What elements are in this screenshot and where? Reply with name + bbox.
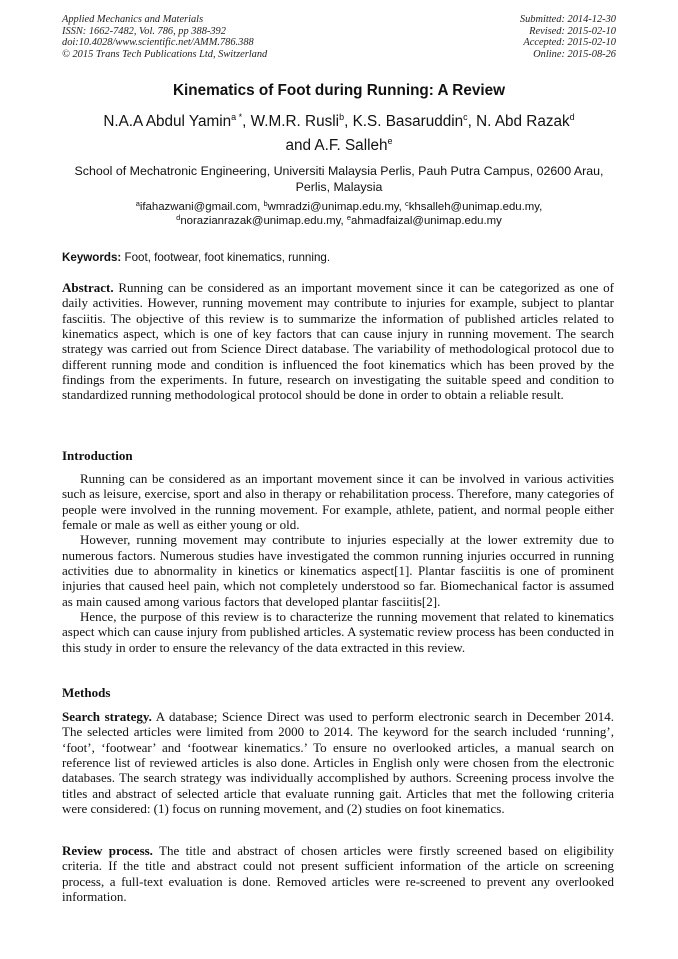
introduction-body [62,471,614,655]
date-submitted: Submitted: 2014-12-30 [519,14,616,25]
email-link[interactable]: wmradzi@unimap.edu.my, [267,201,405,213]
journal-doi[interactable]: doi:10.4028/www.scientific.net/AMM.786.388 [62,37,254,49]
author-list [40,110,638,158]
journal-issn: ISSN: 1662-7482, Vol. 786, pp 388-392 [62,25,226,37]
affiliation: School of Mechatronic Engineering, Universiti Malaysia Perlis, Pauh Putra Campus, 02600 Arau, Perlis, Malaysia [74,164,604,194]
email-mark: c [404,199,409,208]
date-accepted: Accepted: 2015-02-10 [523,37,616,49]
email-link[interactable]: ahmadfaizal@unimap.edu.my [350,215,502,228]
review-process-text: The title and abstract of chosen articles were firstly screened based on eligibility criteria. If the title and abstract could not present sufficient information of the article on screening process, a full-text evaluation is done. Removed articles were re-screened to prevent any overlooked information. [62,843,614,905]
review-process-label: Review process. [62,843,153,858]
author-affiliation-mark: a * [231,112,243,122]
author-affiliation-mark: c [463,112,468,122]
author-name: , W.M.R. Rusli [242,113,340,130]
author-emails [60,200,618,229]
email-link[interactable]: ifahazwani@gmail.com, [139,201,264,213]
publication-dates [520,14,616,60]
date-revised: Revised: 2015-02-10 [529,25,616,37]
author-affiliation-mark: b [339,112,345,122]
paragraph: However, running movement may contribute to injuries especially at the lower extremity due to numerous factors. Numerous studies have investigated the common running injuries occurred in running activities due to abnormality in kinetics or kinematics aspect[1]. Plantar fasciitis is one of prominent injuries that caused heel pain, which not completely understood so far. Biomechanical factor is assumed as main caused among various factors that developed plantar fasciitis[2]. [62,532,614,609]
keywords [62,251,622,264]
journal-header [62,14,267,60]
email-mark: d [176,213,181,223]
search-strategy-label: Search strategy. [62,709,152,724]
email-mark: e [346,213,351,223]
abstract-label: Abstract. [62,280,114,295]
author-name: , K.S. Basaruddin [344,113,464,130]
email-mark: a [135,199,140,208]
author-name: N.A.A Abdul Yamin [103,113,232,130]
abstract-text: Running can be considered as an important movement since it can be categorized as one of daily activities. However, running movement may contribute to injuries for example, subject to plantar fasciitis. The objective of this review is to summarize the information of published articles related to kinematics aspect, which is one of key factors that can cause injury in running movement. The search strategy was carried out from Science Direct database. The variability of methodological protocol due to different running mode and condition is influenced the foot kinematics which has been proved by the findings from the experiments. In future, research on investigating the suitable speed and condition to standardized running methodological protocol should be done in order to obtain a reliable result. [62,280,614,403]
email-link[interactable]: norazianrazak@unimap.edu.my, [180,215,347,228]
author-name: and A.F. Salleh [285,137,388,154]
author-name: , N. Abd Razak [467,113,570,130]
abstract [62,280,614,403]
keywords-text: Foot, footwear, foot kinematics, running. [121,251,331,264]
review-process [62,843,614,904]
email-link[interactable]: khsalleh@unimap.edu.my, [408,201,543,213]
introduction-heading: Introduction [62,448,133,463]
keywords-label: Keywords: [62,251,122,264]
search-strategy-text: A database; Science Direct was used to perform electronic search in December 2014. The selected articles were limited from 2000 to 2014. The keyword for the search included ‘running’, ‘foot’, ‘footwear’ and ‘footwear kinematics.’ To ensure no overlooked articles, a manual search on reference list of reviewed articles is also done. Articles in English only were chosen from the electronic databases. The search strategy was individually accomplished by authors. Screening process involve the titles and abstract of selected article that evaluate running gait. Articles that met the following criteria were considered: (1) focus on running movement, and (2) studies on foot kinematics. [62,709,614,817]
email-mark: b [263,199,268,208]
journal-copyright: © 2015 Trans Tech Publications Ltd, Switzerland [62,48,268,60]
paragraph: Hence, the purpose of this review is to characterize the running movement that related to kinematics aspect which can cause injury from published articles. A systematic review process has been conducted in this study in order to ensure the relevancy of the data extracted in this review. [62,609,614,655]
paper-title: Kinematics of Foot during Running: A Review [173,82,505,99]
paragraph: Running can be considered as an important movement since it can be involved in various activities such as leisure, exercise, sport and also in therapy or rehabilitation process. Therefore, many categories of people were involved in the running movement. For example, athlete, patient, and normal people either female or male as well as either young or old. [62,471,614,533]
journal-name: Applied Mechanics and Materials [62,14,204,25]
date-online: Online: 2015-08-26 [533,48,616,60]
author-affiliation-mark: e [387,136,393,146]
search-strategy [62,709,614,816]
author-affiliation-mark: d [569,112,575,122]
methods-heading: Methods [62,685,111,700]
